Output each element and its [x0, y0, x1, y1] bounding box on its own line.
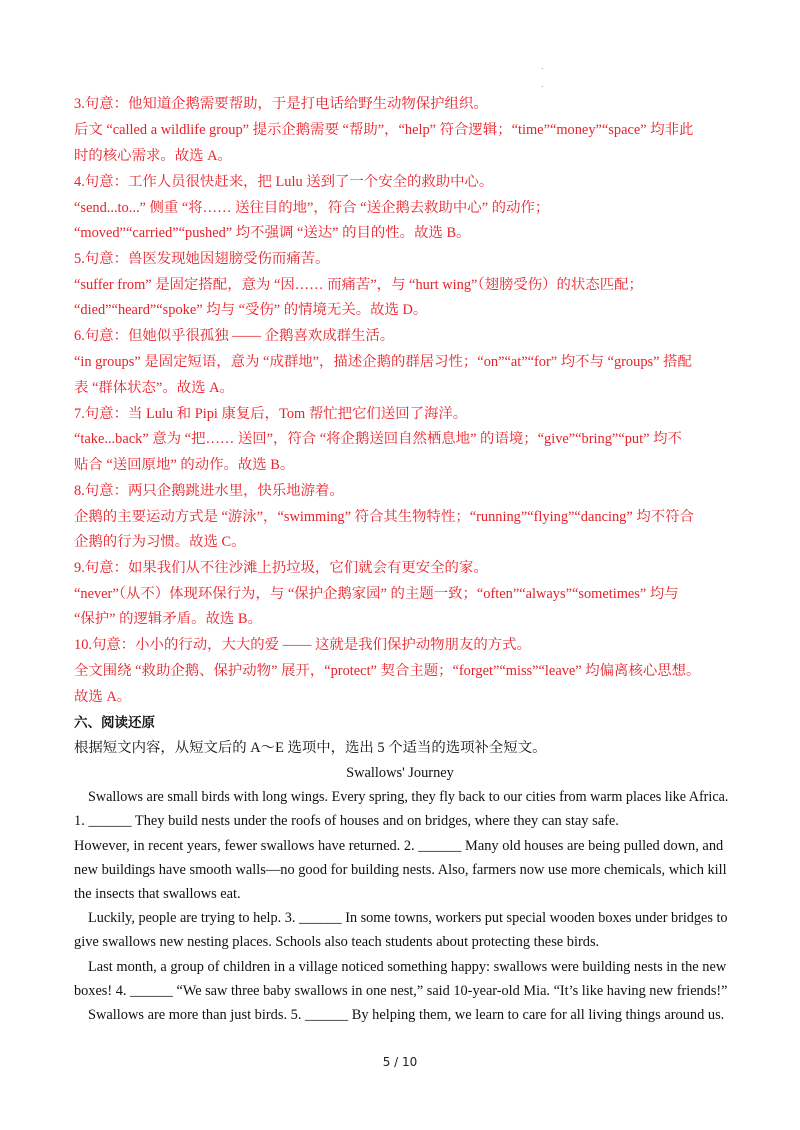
instruction-text: 根据短文内容，从短文后的 A～E 选项中，选出 5 个适当的选项补全短文。: [74, 740, 547, 756]
answer-line: 3.句意：他知道企鹅需要帮助，于是打电话给野生动物保护组织。: [74, 96, 488, 112]
answer-line: 10.句意：小小的行动，大大的爱 —— 这就是我们保护动物朋友的方式。: [74, 637, 531, 653]
answer-line: 企鹅的行为习惯。故选 C。: [74, 534, 246, 550]
answer-line: 后文 “called a wildlife group” 提示企鹅需要 “帮助”，“help” 符合逻辑；“time”“money”“space” 均非此: [74, 122, 694, 138]
answer-line: 9.句意：如果我们从不往沙滩上扔垃圾，它们就会有更安全的家。: [74, 560, 488, 576]
section-heading: 六、阅读还原: [74, 715, 155, 731]
answer-line: 8.句意：两只企鹅跳进水里，快乐地游着。: [74, 483, 344, 499]
passage-line: Swallows are small birds with long wings. Every spring, they fly back to our cities from warm places like Africa.: [88, 789, 729, 805]
passage-line: However, in recent years, fewer swallows have returned. 2. ______ Many old houses are being pulled down, and: [74, 838, 724, 854]
answer-line: 贴合 “送回原地” 的动作。故选 B。: [74, 457, 295, 473]
answer-line: “died”“heard”“spoke” 均与 “受伤” 的情境无关。故选 D。: [74, 302, 428, 318]
answer-line: “suffer from” 是固定搭配，意为 “因…… 而痛苦”，与 “hurt wing”（翅膀受伤）的状态匹配；: [74, 277, 643, 293]
answer-line: “in groups” 是固定短语，意为 “成群地”，描述企鹅的群居习性；“on”“at”“for” 均不与 “groups” 搭配: [74, 354, 692, 370]
passage-line: Last month, a group of children in a village noticed something happy: swallows were building nests in the new: [88, 959, 727, 975]
answer-line: “保护” 的逻辑矛盾。故选 B。: [74, 611, 262, 627]
passage-line: 1. ______ They build nests under the roofs of houses and on bridges, where they can stay safe.: [74, 813, 619, 829]
answer-line: 全文围绕 “救助企鹅、保护动物” 展开，“protect” 契合主题；“forget”“miss”“leave” 均偏离核心思想。: [74, 663, 701, 679]
answer-line: 6.句意：但她似乎很孤独 —— 企鹅喜欢成群生活。: [74, 328, 395, 344]
answer-line: 7.句意：当 Lulu 和 Pipi 康复后，Tom 帮忙把它们送回了海洋。: [74, 406, 468, 422]
scan-mark: .: [541, 62, 544, 71]
answer-line: 表 “群体状态”。故选 A。: [74, 380, 234, 396]
answer-line: 故选 A。: [74, 689, 132, 705]
passage-line: the insects that swallows eat.: [74, 886, 241, 902]
answer-line: “moved”“carried”“pushed” 均不强调 “送达” 的目的性。故选 B。: [74, 225, 471, 241]
page-number: 5 / 10: [382, 1055, 418, 1069]
passage-line: new buildings have smooth walls—no good for building nests. Also, farmers now use more chemicals, which kill: [74, 862, 727, 878]
answer-line: “take...back” 意为 “把…… 送回”，符合 “将企鹅送回自然栖息地” 的语境；“give”“bring”“put” 均不: [74, 431, 682, 447]
passage-line: Luckily, people are trying to help. 3. ______ In some towns, workers put special wooden boxes under bridges to: [88, 910, 728, 926]
answer-line: 4.句意：工作人员很快赶来，把 Lulu 送到了一个安全的救助中心。: [74, 174, 494, 190]
passage-title: Swallows' Journey: [346, 765, 454, 781]
answer-line: “never”（从不）体现环保行为，与 “保护企鹅家园” 的主题一致；“often”“always”“sometimes” 均与: [74, 586, 679, 602]
passage-line: boxes! 4. ______ “We saw three baby swallows in one nest,” said 10-year-old Mia. “It’s like having new friends!”: [74, 983, 728, 999]
answer-line: 5.句意：兽医发现她因翅膀受伤而痛苦。: [74, 251, 330, 267]
answer-line: “send...to...” 侧重 “将…… 送往目的地”，符合 “送企鹅去救助中心” 的动作；: [74, 200, 550, 216]
answer-line: 企鹅的主要运动方式是 “游泳”，“swimming” 符合其生物特性；“running”“flying”“dancing” 均不符合: [74, 509, 694, 525]
passage-line: Swallows are more than just birds. 5. ______ By helping them, we learn to care for all living things around us.: [88, 1007, 725, 1023]
scan-mark: .: [541, 80, 544, 89]
passage-line: give swallows new nesting places. Schools also teach students about protecting these birds.: [74, 934, 600, 950]
answer-line: 时的核心需求。故选 A。: [74, 148, 232, 164]
